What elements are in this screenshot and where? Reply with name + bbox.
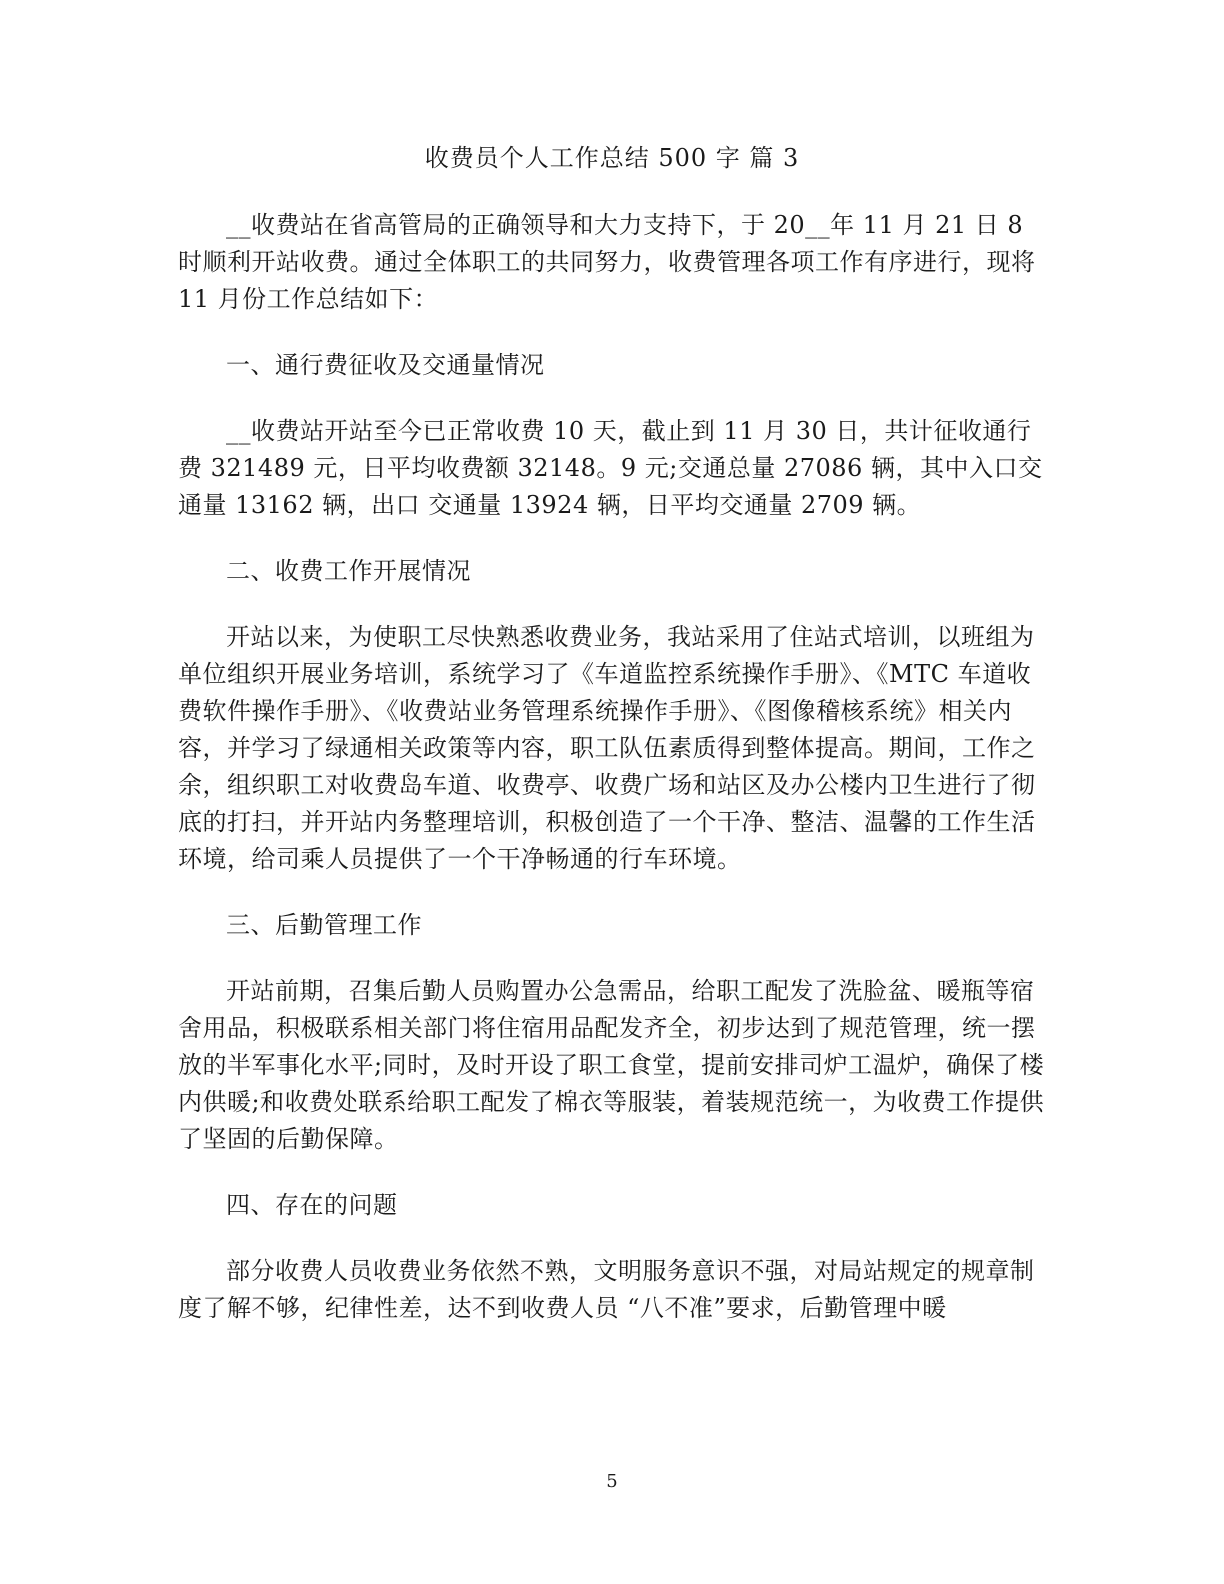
section-body-4: 部分收费人员收费业务依然不熟，文明服务意识不强，对局站规定的规章制度了解不够，纪律性差，达不到收费人员 “八不准”要求，后勤管理中暖 [178, 1257, 1035, 1322]
section-heading-3: 三、后勤管理工作 [226, 911, 422, 939]
intro-paragraph: __收费站在省高管局的正确领导和大力支持下，于 20__年 11 月 21 日 8 时顺利开站收费。通过全体职工的共同努力，收费管理各项工作有序进行，现将 11 月份工作总结如下： [178, 211, 1036, 313]
section-heading-1: 一、通行费征收及交通量情况 [226, 351, 545, 379]
document-body [178, 207, 1048, 1327]
section-body-2: 开站以来，为使职工尽快熟悉收费业务，我站采用了住站式培训，以班组为单位组织开展业务培训，系统学习了《车道监控系统操作手册》、《MTC 车道收费软件操作手册》、《收费站业务管理系统操作手册》、《图像稽核系统》相关内容，并学习了绿通相关政策等内容，职工队伍素质得到整体提高。期间，工作之余，组织职工对收费岛车道、收费亭、收费广场和站区及办公楼内卫生进行了彻底的打扫，并开站内务整理培训，积极创造了一个干净、整洁、温馨的工作生活环境，给司乘人员提供了一个干净畅通的行车环境。 [178, 623, 1036, 873]
section-body-3: 开站前期，召集后勤人员购置办公急需品，给职工配发了洗脸盆、暖瓶等宿舍用品，积极联系相关部门将住宿用品配发齐全，初步达到了规范管理，统一摆放的半军事化水平;同时，及时开设了职工食堂，提前安排司炉工温炉，确保了楼内供暖;和收费处联系给职工配发了棉衣等服装，着装规范统一，为收费工作提供了坚固的后勤保障。 [178, 977, 1045, 1153]
section-body-1: __收费站开站至今已正常收费 10 天，截止到 11 月 30 日，共计征收通行费 321489 元，日平均收费额 32148。9 元;交通总量 27086 辆，其中入口交通量 13162 辆，出口 交通量 13924 辆，日平均交通量 2709 辆。 [178, 417, 1043, 519]
page-number: 5 [606, 1471, 618, 1492]
document-title: 收费员个人工作总结 500 字 篇 3 [424, 144, 800, 172]
section-heading-4: 四、存在的问题 [226, 1191, 398, 1219]
section-heading-2: 二、收费工作开展情况 [226, 557, 471, 585]
